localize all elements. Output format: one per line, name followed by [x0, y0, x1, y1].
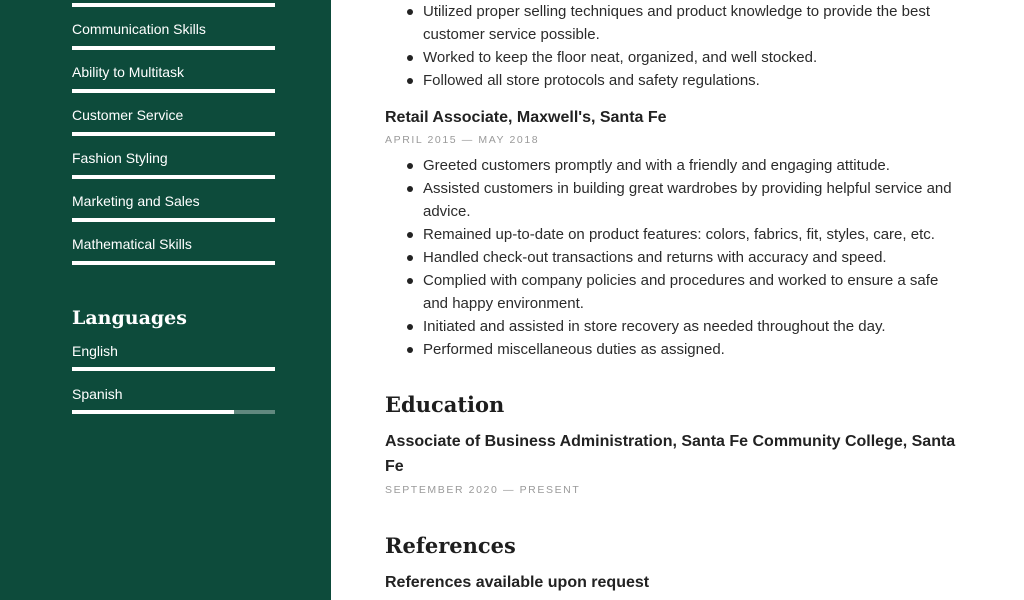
language-bar — [72, 367, 275, 371]
skill-label: Marketing and Sales — [72, 193, 200, 209]
skill-bar — [72, 89, 275, 93]
skill-label: Communication Skills — [72, 21, 206, 37]
list-item: Performed miscellaneous duties as assigned. — [385, 338, 965, 361]
language-label: Spanish — [72, 386, 123, 402]
skill-bar — [72, 218, 275, 222]
skill-bar-fill — [72, 175, 275, 179]
skill-item — [72, 235, 275, 253]
skill-bar-fill — [72, 89, 275, 93]
skill-bar-previous — [72, 3, 275, 7]
language-item — [72, 385, 275, 403]
previous-job-bullets — [385, 0, 965, 92]
list-item: Complied with company policies and procedures and worked to ensure a safe and happy environment. — [385, 269, 965, 315]
languages-heading: Languages — [72, 307, 187, 329]
language-bar-fill — [72, 410, 234, 414]
skill-item — [72, 63, 275, 81]
list-item: Initiated and assisted in store recovery as needed throughout the day. — [385, 315, 965, 338]
list-item: Remained up-to-date on product features: colors, fabrics, fit, styles, care, etc. — [385, 223, 965, 246]
skill-label: Customer Service — [72, 107, 184, 123]
references-text: References available upon request — [385, 574, 650, 591]
education-heading: Education — [385, 392, 505, 417]
job-dates: APRIL 2015 — MAY 2018 — [385, 134, 540, 146]
language-bar-fill — [72, 367, 275, 371]
job-title: Retail Associate, Maxwell's, Santa Fe — [385, 109, 667, 126]
list-item: Worked to keep the floor neat, organized, and well stocked. — [385, 46, 965, 69]
skill-item — [72, 192, 275, 210]
list-item: Greeted customers promptly and with a friendly and engaging attitude. — [385, 154, 965, 177]
skill-bar — [72, 261, 275, 265]
references-heading: References — [385, 533, 516, 558]
skill-bar — [72, 175, 275, 179]
job-bullets — [385, 154, 965, 361]
skill-bar-fill — [72, 46, 275, 50]
skill-label: Fashion Styling — [72, 150, 168, 166]
skill-bar-fill — [72, 132, 275, 136]
list-item: Handled check-out transactions and returns with accuracy and speed. — [385, 246, 965, 269]
skill-item — [72, 20, 275, 38]
language-bar — [72, 410, 275, 414]
skill-label: Ability to Multitask — [72, 64, 185, 80]
language-item — [72, 342, 275, 360]
list-item: Followed all store protocols and safety regulations. — [385, 69, 965, 92]
sidebar — [0, 0, 331, 600]
skill-bar-fill — [72, 218, 275, 222]
skill-bar — [72, 132, 275, 136]
skill-bar-fill — [72, 261, 275, 265]
skill-bar — [72, 46, 275, 50]
language-label: English — [72, 343, 118, 359]
education-dates: SEPTEMBER 2020 — PRESENT — [385, 484, 581, 496]
skill-label: Mathematical Skills — [72, 236, 192, 252]
skill-item — [72, 106, 275, 124]
main-content — [385, 0, 965, 600]
list-item: Assisted customers in building great wardrobes by providing helpful service and advice. — [385, 177, 965, 223]
list-item: Utilized proper selling techniques and product knowledge to provide the best customer service possible. — [385, 0, 965, 46]
skill-item — [72, 149, 275, 167]
education-title: Associate of Business Administration, Santa Fe Community College, Santa Fe — [385, 433, 956, 475]
